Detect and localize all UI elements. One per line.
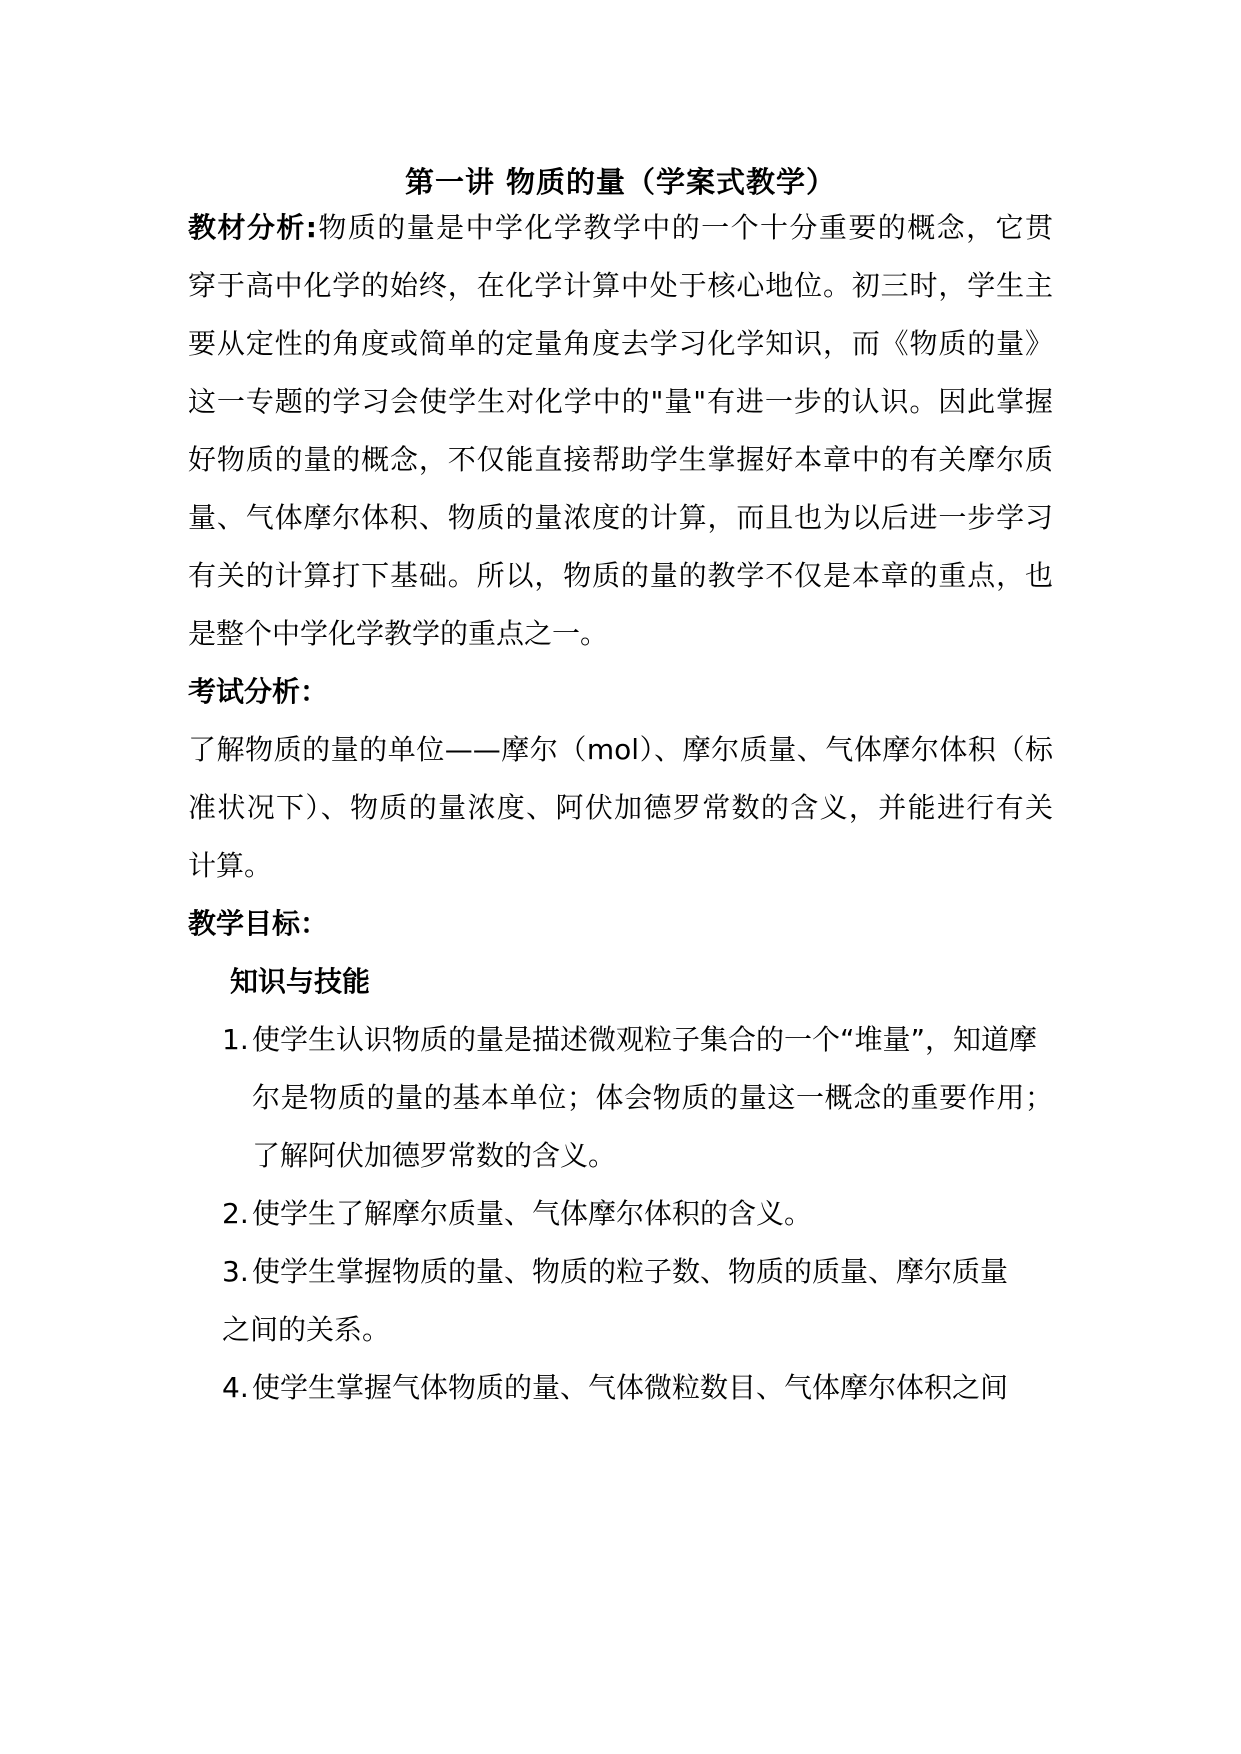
exam-analysis-heading: 考试分析： bbox=[188, 675, 329, 708]
list-number: 3. bbox=[222, 1255, 249, 1288]
list-number: 4. bbox=[222, 1371, 249, 1404]
list-text: 使学生掌握气体物质的量、气体微粒数目、气体摩尔体积之间 bbox=[252, 1371, 1009, 1404]
list-item-line: 了解阿伏加德罗常数的含义。 bbox=[252, 1139, 617, 1172]
paragraph-line: 好物质的量的概念，不仅能直接帮助学生掌握好本章中的有关摩尔质 bbox=[188, 443, 1053, 476]
paragraph-line: 准状况下）、物质的量浓度、阿伏加德罗常数的含义，并能进行有关 bbox=[188, 791, 1053, 824]
page-title: 第一讲 物质的量（学案式教学） bbox=[404, 165, 837, 199]
list-item-2 bbox=[222, 1194, 812, 1234]
list-text: 使学生了解摩尔质量、气体摩尔体积的含义。 bbox=[252, 1197, 813, 1230]
list-item-line: 之间的关系。 bbox=[222, 1313, 391, 1346]
knowledge-skills-subheading: 知识与技能 bbox=[230, 965, 371, 998]
list-item-3 bbox=[222, 1252, 1053, 1292]
paragraph-line: 这一专题的学习会使学生对化学中的"量"有进一步的认识。因此掌握 bbox=[188, 385, 1053, 418]
textbook-analysis-label: 教材分析: bbox=[188, 211, 317, 244]
list-item-line: 尔是物质的量的基本单位；体会物质的量这一概念的重要作用； bbox=[252, 1081, 1053, 1114]
paragraph-text: 物质的量是中学化学教学中的一个十分重要的概念，它贯 bbox=[316, 211, 1053, 244]
list-number: 1. bbox=[222, 1023, 249, 1056]
paragraph-line: 穿于高中化学的始终，在化学计算中处于核心地位。初三时，学生主 bbox=[188, 269, 1053, 302]
paragraph-line: 是整个中学化学教学的重点之一。 bbox=[188, 617, 609, 650]
list-item-1 bbox=[222, 1020, 1053, 1060]
list-number: 2. bbox=[222, 1197, 249, 1230]
paragraph-line: 量、气体摩尔体积、物质的量浓度的计算，而且也为以后进一步学习 bbox=[188, 501, 1053, 534]
paragraph-line: 有关的计算打下基础。所以，物质的量的教学不仅是本章的重点，也 bbox=[188, 559, 1053, 592]
paragraph-line: 计算。 bbox=[188, 849, 273, 882]
textbook-analysis-line-1 bbox=[188, 208, 1053, 248]
teaching-goals-heading: 教学目标： bbox=[188, 907, 329, 940]
list-text: 使学生掌握物质的量、物质的粒子数、物质的质量、摩尔质量 bbox=[252, 1255, 1009, 1288]
list-item-4 bbox=[222, 1368, 1053, 1408]
paragraph-line: 了解物质的量的单位——摩尔（mol）、摩尔质量、气体摩尔体积（标 bbox=[188, 733, 1053, 766]
paragraph-line: 要从定性的角度或简单的定量角度去学习化学知识，而《物质的量》 bbox=[188, 327, 1053, 360]
list-text: 使学生认识物质的量是描述微观粒子集合的一个“堆量”，知道摩 bbox=[252, 1023, 1038, 1056]
